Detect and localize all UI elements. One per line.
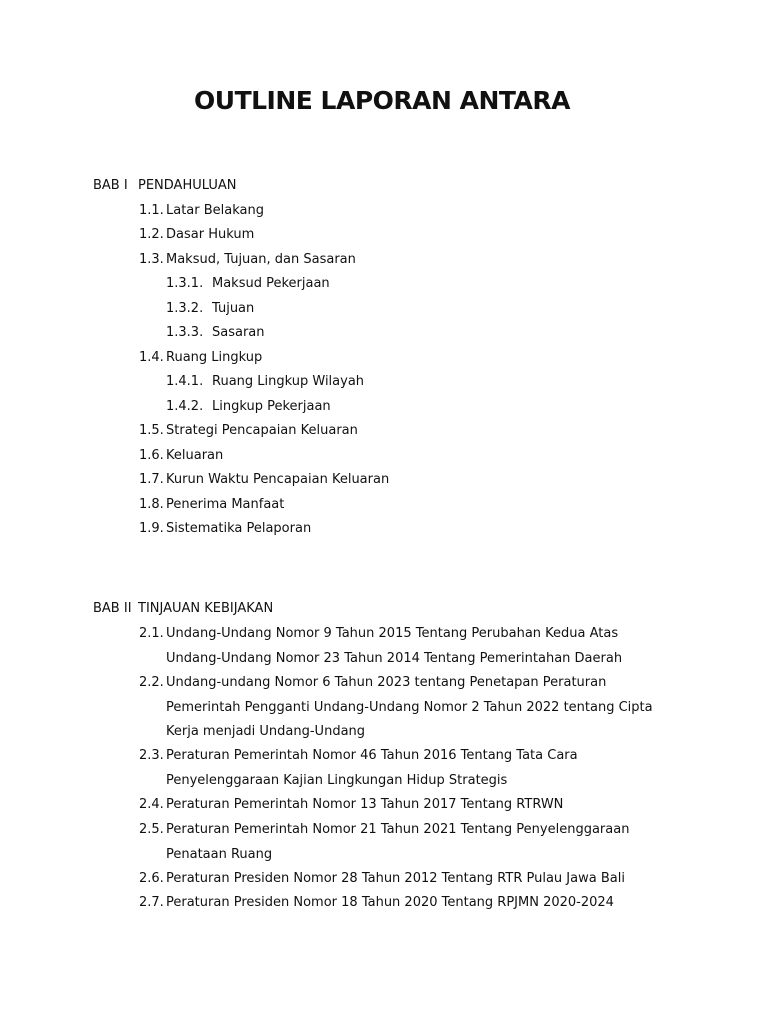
item-number: 1.9. (139, 521, 164, 536)
item-number: 1.6. (139, 448, 164, 463)
chapter-title: PENDAHULUAN (138, 178, 237, 193)
item-number: 2.2. (139, 675, 164, 690)
item-text: Maksud, Tujuan, dan Sasaran (166, 252, 356, 267)
item-number: 2.4. (139, 797, 164, 812)
item-number: 1.8. (139, 497, 164, 512)
item-text: Peraturan Pemerintah Nomor 13 Tahun 2017 Tentang RTRWN (166, 797, 564, 812)
item-text: Peraturan Pemerintah Nomor 46 Tahun 2016 Tentang Tata Cara Penyelenggaraan Kajian Lingkungan Hidup Strategis (166, 748, 578, 788)
item-number: 1.4. (139, 350, 164, 365)
item-number: 1.3.3. (166, 325, 204, 340)
item-number: 1.3.1. (166, 276, 204, 291)
chapter-title: TINJAUAN KEBIJAKAN (138, 601, 274, 616)
chapter-number: BAB I (93, 178, 128, 193)
item-text: Peraturan Presiden Nomor 18 Tahun 2020 Tentang RPJMN 2020-2024 (166, 895, 614, 910)
item-number: 1.5. (139, 423, 164, 438)
item-number: 2.3. (139, 748, 164, 763)
item-text: Sasaran (212, 325, 265, 340)
item-text: Latar Belakang (166, 203, 265, 218)
item-number: 1.3. (139, 252, 164, 267)
item-text: Sistematika Pelaporan (166, 521, 312, 536)
item-text: Peraturan Presiden Nomor 28 Tahun 2012 Tentang RTR Pulau Jawa Bali (166, 871, 625, 886)
item-text: Dasar Hukum (166, 227, 255, 242)
item-number: 2.1. (139, 626, 164, 641)
item-number: 1.4.2. (166, 399, 204, 414)
chapter-number: BAB II (93, 601, 132, 616)
item-text: Peraturan Pemerintah Nomor 21 Tahun 2021 Tentang Penyelenggaraan Penataan Ruang (166, 822, 630, 862)
item-text: Undang-undang Nomor 6 Tahun 2023 tentang Penetapan Peraturan Pemerintah Pengganti Undang-Undang Nomor 2 Tahun 2022 tentang Cipta Kerja menjadi Undang-Undang (166, 675, 653, 739)
item-text: Keluaran (166, 448, 224, 463)
item-number: 2.6. (139, 871, 164, 886)
item-text: Lingkup Pekerjaan (212, 399, 331, 414)
item-text: Ruang Lingkup (166, 350, 263, 365)
item-number: 1.3.2. (166, 301, 204, 316)
item-text: Penerima Manfaat (166, 497, 285, 512)
item-number: 2.5. (139, 822, 164, 837)
item-text: Kurun Waktu Pencapaian Keluaran (166, 472, 390, 487)
item-text: Maksud Pekerjaan (212, 276, 330, 291)
item-text: Ruang Lingkup Wilayah (212, 374, 365, 389)
item-text: Strategi Pencapaian Keluaran (166, 423, 358, 438)
item-number: 1.1. (139, 203, 164, 218)
item-number: 2.7. (139, 895, 164, 910)
item-number: 1.4.1. (166, 374, 204, 389)
item-number: 1.7. (139, 472, 164, 487)
item-number: 1.2. (139, 227, 164, 242)
document-title: OUTLINE LAPORAN ANTARA (194, 86, 570, 115)
item-text: Tujuan (212, 301, 255, 316)
item-text: Undang-Undang Nomor 9 Tahun 2015 Tentang Perubahan Kedua Atas Undang-Undang Nomor 23 Tahun 2014 Tentang Pemerintahan Daerah (166, 626, 623, 666)
